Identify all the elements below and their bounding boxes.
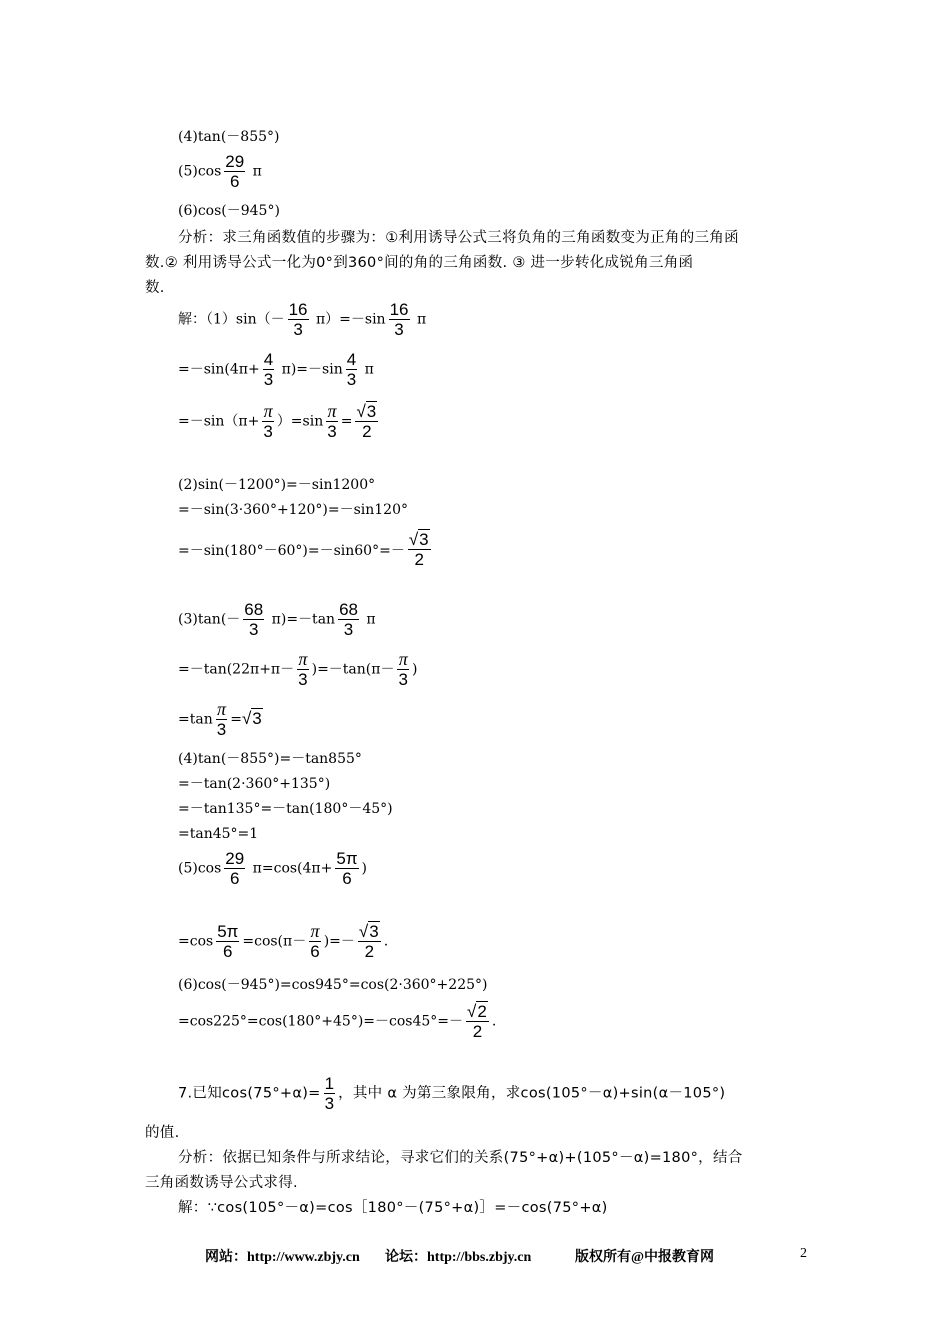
text: π bbox=[360, 361, 374, 378]
solution-line: =tan45°=1 bbox=[178, 826, 259, 842]
numerator bbox=[466, 1002, 489, 1022]
denominator: 3 bbox=[263, 370, 274, 389]
text: = bbox=[340, 413, 353, 430]
text-line bbox=[178, 152, 262, 191]
sqrt: √2 bbox=[467, 1002, 487, 1021]
solution-line: =－tan(2·360°+135°) bbox=[178, 776, 331, 792]
fraction bbox=[346, 350, 357, 389]
denominator: 2 bbox=[362, 422, 372, 441]
footer-copyright: 版权所有@中报教育网 bbox=[575, 1250, 715, 1265]
text: =－tan(22π+π－ bbox=[178, 661, 295, 678]
solution-line: (6)cos(－945°)=cos945°=cos(2·360°+225°) bbox=[178, 977, 488, 993]
denominator: 3 bbox=[263, 422, 273, 441]
text: π bbox=[412, 311, 427, 328]
solution-line bbox=[178, 1002, 496, 1041]
solution-line bbox=[178, 849, 367, 888]
text: = bbox=[230, 711, 242, 728]
numerator: 29 bbox=[225, 152, 245, 171]
paragraph-line: 三角函数诱导公式求得. bbox=[145, 1175, 298, 1191]
paragraph-line: 分析：依据已知条件与所求结论，寻求它们的关系(75°+α)+(105°－α)=180°，结合 bbox=[178, 1150, 743, 1166]
text: =－sin(4π+ bbox=[178, 361, 260, 378]
fraction bbox=[262, 402, 273, 441]
text: (3)tan(－ bbox=[178, 611, 241, 628]
fraction bbox=[216, 700, 227, 739]
denominator: 3 bbox=[343, 620, 354, 639]
fraction bbox=[326, 402, 337, 441]
numerator: 4 bbox=[346, 350, 357, 369]
text: 7.已知cos(75°+α)= bbox=[178, 1085, 321, 1102]
denominator: 6 bbox=[310, 942, 320, 961]
text: π)=－sin bbox=[277, 361, 343, 378]
fraction bbox=[216, 922, 239, 961]
denominator: 6 bbox=[230, 869, 240, 888]
solution-line bbox=[178, 402, 381, 441]
fraction bbox=[355, 402, 378, 441]
numerator bbox=[358, 922, 381, 942]
fraction bbox=[397, 650, 408, 689]
paragraph-line: 数. bbox=[145, 280, 165, 296]
denominator: 6 bbox=[230, 172, 240, 191]
solution-line: 解：∵cos(105°－α)=cos［180°－(75°+α)］=－cos(75°+α) bbox=[178, 1200, 608, 1216]
text: π)=－tan bbox=[267, 611, 336, 628]
denominator: 2 bbox=[364, 942, 375, 961]
fraction bbox=[358, 922, 381, 961]
fraction bbox=[243, 600, 264, 639]
text: )=－tan(π－ bbox=[311, 661, 395, 678]
numerator: π bbox=[310, 921, 320, 941]
text: =－sin(180°－60°)=－sin60°=－ bbox=[178, 543, 405, 559]
text: π=cos(4π+ bbox=[248, 860, 333, 877]
solution-line: =－sin(3·360°+120°)=－sin120° bbox=[178, 502, 408, 518]
numerator bbox=[355, 402, 378, 422]
numerator: 16 bbox=[389, 300, 409, 319]
numerator: 5π bbox=[336, 849, 358, 868]
numerator: π bbox=[398, 649, 408, 669]
page-number: 2 bbox=[800, 1246, 807, 1261]
solution-line: =－tan135°=－tan(180°－45°) bbox=[178, 801, 393, 817]
denominator: 3 bbox=[324, 1094, 335, 1113]
sqrt: √3 bbox=[408, 530, 429, 549]
text: =－sin（π+ bbox=[178, 413, 260, 430]
denominator: 3 bbox=[346, 370, 357, 389]
solution-line: (2)sin(－1200°)=－sin1200° bbox=[178, 477, 376, 493]
denominator: 2 bbox=[414, 550, 424, 569]
denominator: 3 bbox=[398, 670, 408, 689]
radicand: 2 bbox=[477, 1002, 487, 1021]
fraction bbox=[408, 530, 431, 569]
solution-line bbox=[178, 700, 263, 739]
radicand: 3 bbox=[366, 402, 377, 421]
fraction bbox=[389, 300, 410, 339]
question-line bbox=[178, 1074, 725, 1113]
paragraph-line: 分析：求三角函数值的步骤为：①利用诱导公式三将负角的三角函数变为正角的三角函 bbox=[178, 230, 739, 246]
denominator: 6 bbox=[223, 942, 233, 961]
text: π bbox=[361, 611, 376, 628]
text: =cos225°=cos(180°+45°)=－cos45°=－ bbox=[178, 1013, 464, 1030]
numerator: 5π bbox=[217, 922, 239, 941]
sqrt: √3 bbox=[241, 708, 262, 728]
radicand: 3 bbox=[252, 708, 262, 728]
fraction bbox=[324, 1074, 335, 1113]
numerator: 4 bbox=[263, 350, 274, 369]
denominator: 6 bbox=[342, 869, 352, 888]
fraction bbox=[263, 350, 274, 389]
footer-forum[interactable]: 论坛：http://bbs.zbjy.cn bbox=[385, 1250, 532, 1265]
text: ) bbox=[361, 860, 368, 877]
numerator: π bbox=[327, 401, 337, 421]
text: 解：（1）sin（－ bbox=[178, 311, 285, 328]
text: )=－ bbox=[323, 933, 355, 950]
numerator: 16 bbox=[288, 300, 308, 319]
solution-line bbox=[178, 650, 417, 689]
text: . bbox=[491, 1013, 497, 1030]
fraction bbox=[297, 650, 308, 689]
text: =tan bbox=[178, 711, 213, 728]
denominator: 3 bbox=[293, 320, 303, 339]
numerator: 1 bbox=[324, 1074, 335, 1093]
fraction bbox=[309, 922, 320, 961]
footer-site[interactable]: 网站：http://www.zbjy.cn bbox=[205, 1250, 360, 1265]
text: ) bbox=[411, 661, 418, 678]
denominator: 3 bbox=[327, 422, 337, 441]
text: ）=sin bbox=[276, 413, 324, 430]
solution-line bbox=[178, 922, 388, 961]
text: =cos bbox=[178, 933, 214, 950]
text: π）=－sin bbox=[311, 311, 386, 328]
solution-line bbox=[178, 600, 376, 639]
sqrt: √3 bbox=[356, 402, 377, 421]
radicand: 3 bbox=[369, 922, 379, 941]
numerator: 68 bbox=[339, 600, 358, 619]
sqrt: √3 bbox=[358, 922, 379, 941]
numerator: 29 bbox=[225, 849, 245, 868]
numerator: π bbox=[216, 699, 226, 719]
text: π bbox=[248, 163, 262, 180]
denominator: 3 bbox=[394, 320, 404, 339]
numerator: π bbox=[263, 401, 273, 421]
text-line: (4)tan(－855°) bbox=[178, 129, 280, 145]
fraction bbox=[466, 1002, 489, 1041]
denominator: 3 bbox=[216, 720, 227, 739]
solution-line: (4)tan(－855°)=－tan855° bbox=[178, 751, 362, 767]
denominator: 3 bbox=[249, 620, 259, 639]
fraction bbox=[224, 849, 245, 888]
numerator: π bbox=[298, 649, 308, 669]
fraction bbox=[288, 300, 309, 339]
fraction bbox=[338, 600, 359, 639]
solution-line bbox=[178, 530, 434, 569]
text: . bbox=[383, 933, 389, 950]
numerator: 68 bbox=[244, 600, 264, 619]
text: (5)cos bbox=[178, 163, 222, 180]
numerator bbox=[408, 530, 431, 550]
solution-line bbox=[178, 300, 426, 339]
denominator: 3 bbox=[298, 670, 308, 689]
fraction bbox=[335, 849, 358, 888]
text: ，其中 α 为第三象限角，求cos(105°－α)+sin(α－105°) bbox=[338, 1085, 726, 1102]
denominator: 2 bbox=[472, 1022, 483, 1041]
question-line: 的值. bbox=[145, 1125, 180, 1141]
solution-line bbox=[178, 350, 374, 389]
text-line: (6)cos(－945°) bbox=[178, 203, 280, 219]
paragraph-line: 数.② 利用诱导公式一化为0°到360°间的角的三角函数. ③ 进一步转化成锐角三角函 bbox=[145, 255, 694, 271]
radicand: 3 bbox=[419, 530, 429, 549]
fraction bbox=[224, 152, 245, 191]
text: (5)cos bbox=[178, 860, 222, 877]
text: =cos(π－ bbox=[242, 933, 307, 950]
